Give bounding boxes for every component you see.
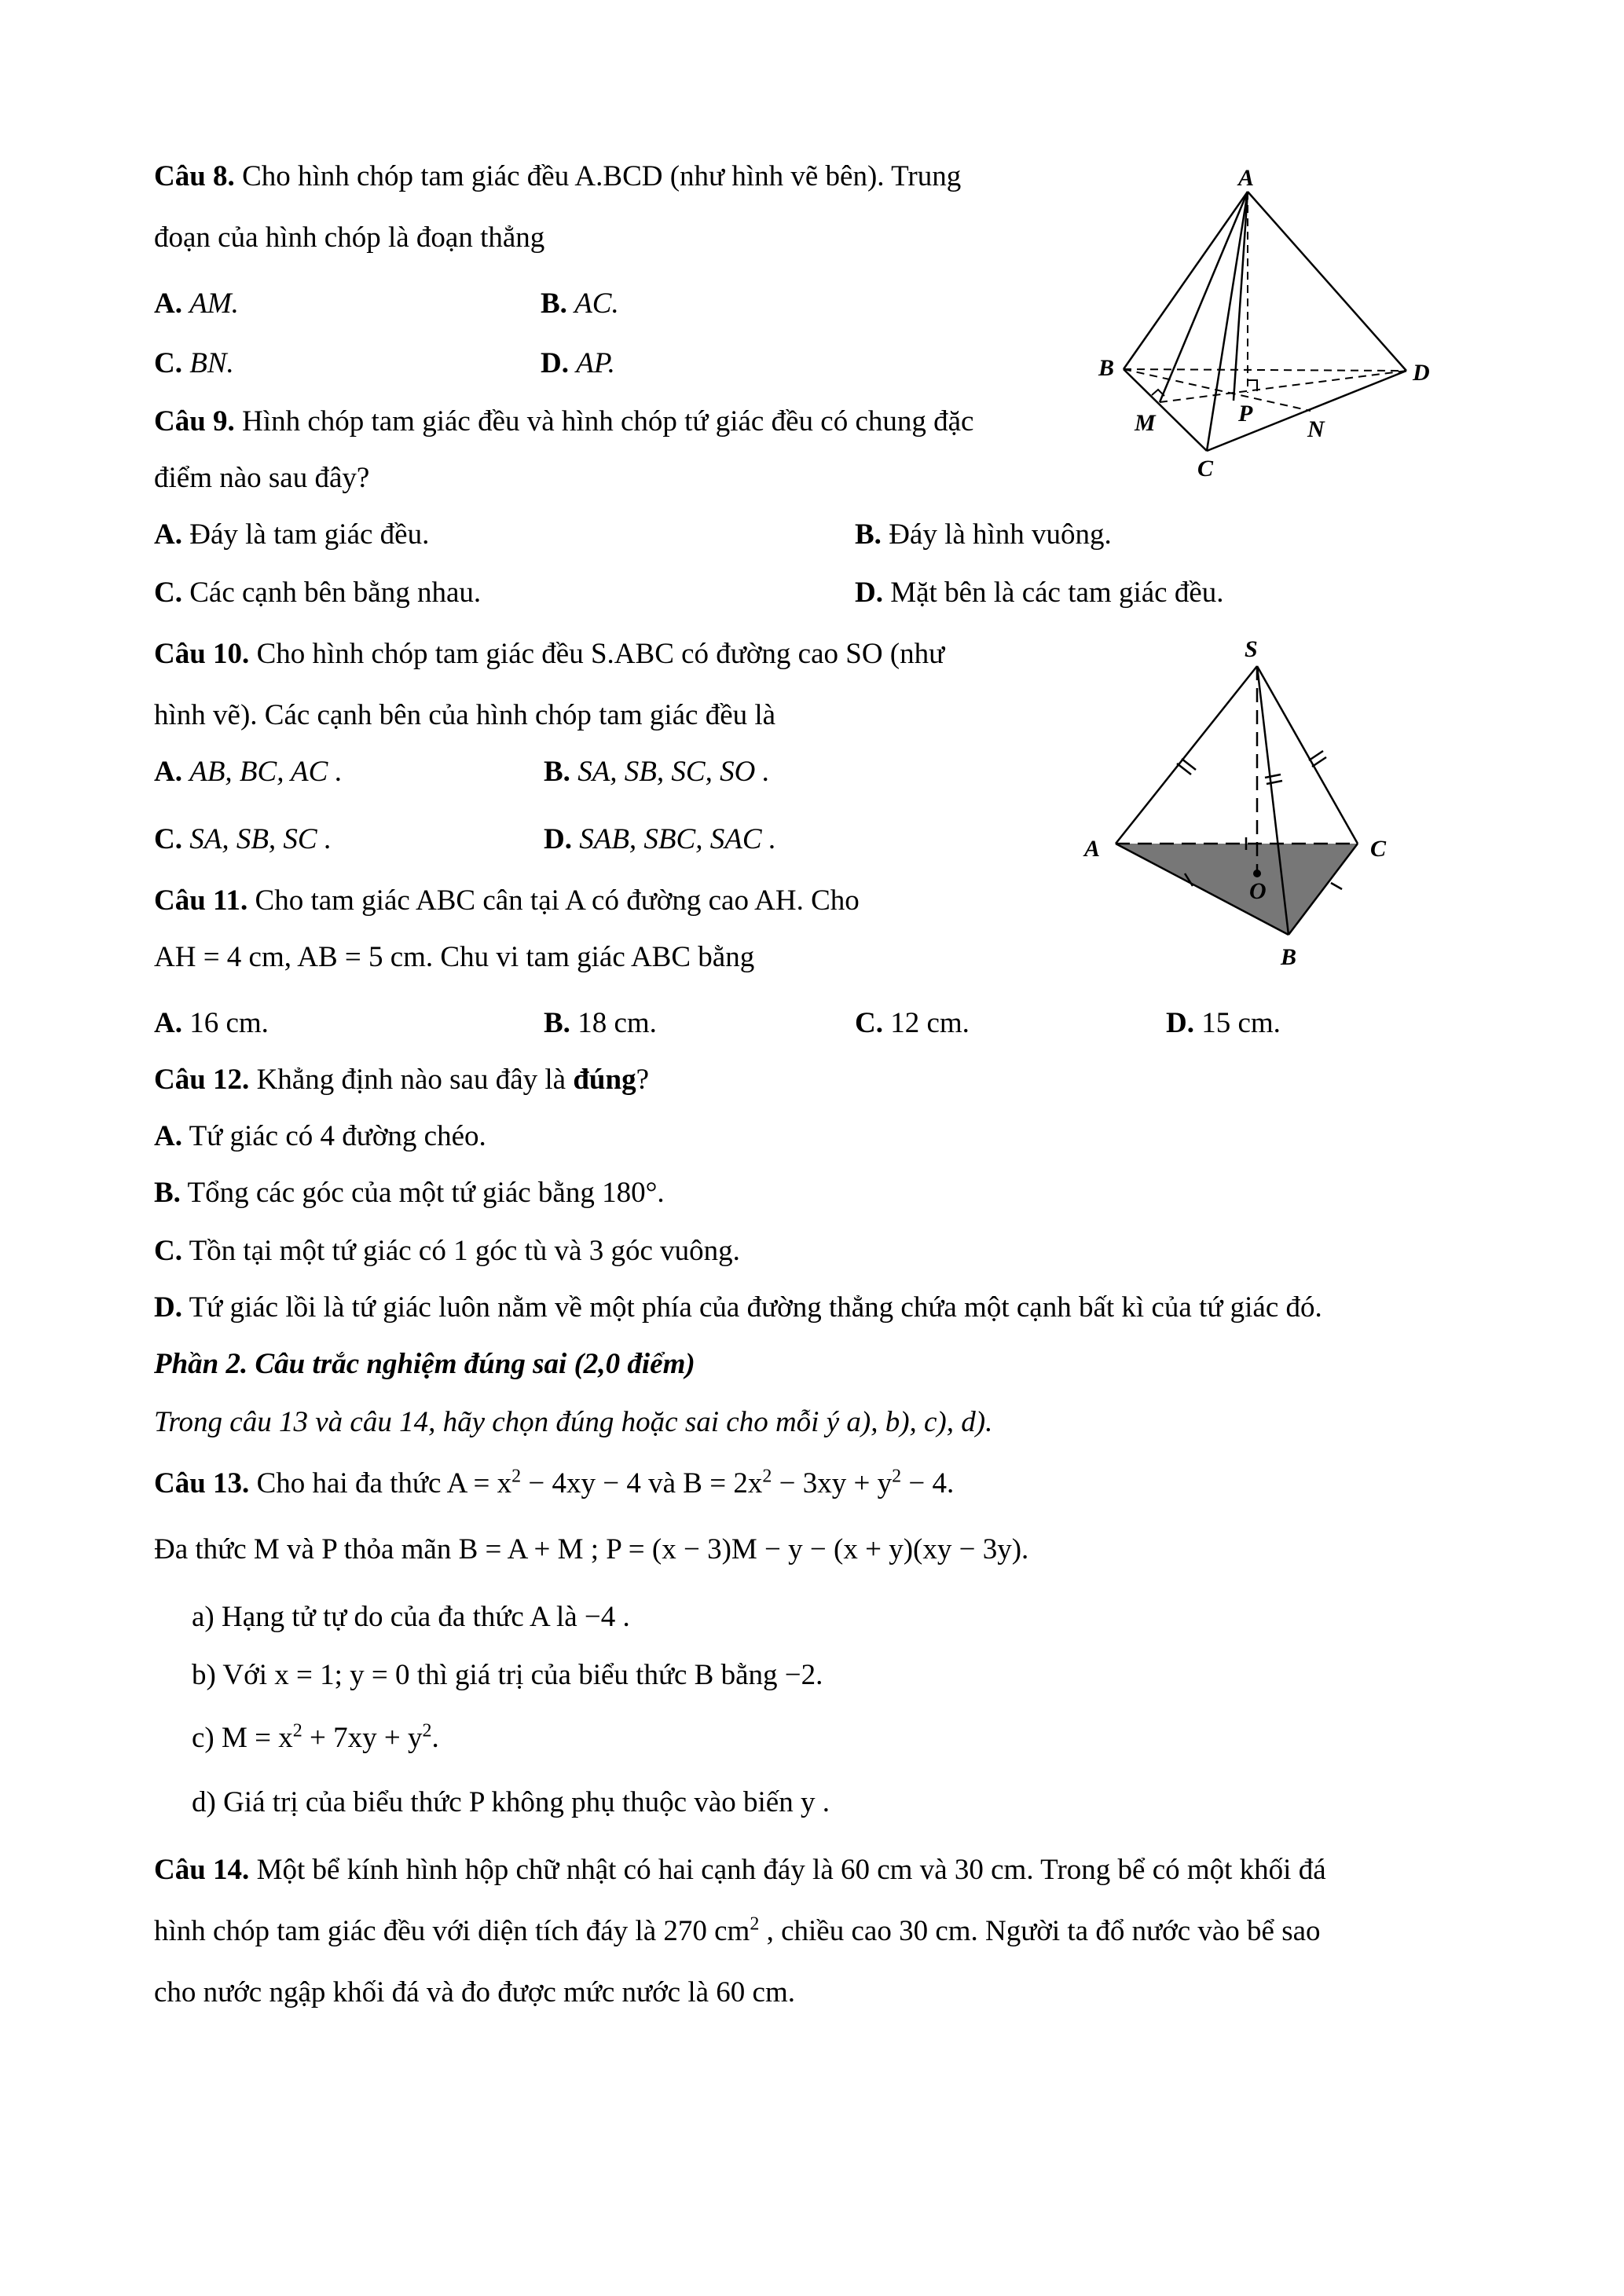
option-text: Tồn tại một tứ giác có 1 góc tù và 3 góc vuông. xyxy=(189,1235,740,1267)
q13-stem xyxy=(154,1466,954,1502)
edge-ad xyxy=(1248,192,1406,371)
q9-option-a xyxy=(154,517,429,553)
q14-line1 xyxy=(154,1852,1326,1888)
option-text: Đáy là tam giác đều. xyxy=(189,518,430,551)
q13-line2: Đa thức M và P thỏa mãn B = A + M ; P = (x − 3)M − y − (x + y)(xy − 3y). xyxy=(154,1533,1029,1565)
fig2-label: A xyxy=(1084,836,1101,862)
exponent: 2 xyxy=(422,1720,432,1741)
q12-option-a xyxy=(154,1119,486,1155)
q11-option-c xyxy=(855,1005,970,1042)
option-key: A. xyxy=(154,1120,182,1152)
option-key: B. xyxy=(544,1007,570,1039)
fig1-label: C xyxy=(1197,456,1214,482)
q8-line2: đoạn của hình chóp là đoạn thẳng xyxy=(154,222,545,254)
part2-instruction: Trong câu 13 và câu 14, hãy chọn đúng hoặc sai cho mỗi ý a), b), c), d). xyxy=(154,1406,993,1438)
point-o xyxy=(1253,870,1261,877)
q12-option-d xyxy=(154,1290,1322,1326)
fig1-label: D xyxy=(1413,360,1430,386)
q8-option-d xyxy=(541,346,615,382)
q13-stem-text: − 4. xyxy=(901,1467,955,1500)
option-key: A. xyxy=(154,287,182,320)
q9-option-c xyxy=(154,575,481,611)
q10-option-c xyxy=(154,822,332,858)
q12-stem-end: ? xyxy=(636,1064,650,1096)
q8-option-b xyxy=(541,286,619,322)
exponent: 2 xyxy=(511,1466,522,1487)
fig2-label: S xyxy=(1245,636,1258,662)
q10-option-a xyxy=(154,754,343,790)
option-key: B. xyxy=(855,518,882,551)
option-key: D. xyxy=(1166,1007,1194,1039)
q13-item-c-text: c) M = x xyxy=(192,1722,293,1754)
option-text: 12 cm. xyxy=(890,1007,970,1039)
option-key: D. xyxy=(541,347,569,379)
q12-label: Câu 12. xyxy=(154,1064,250,1096)
exponent: 2 xyxy=(292,1720,302,1741)
q8-stem: Cho hình chóp tam giác đều A.BCD (như hình vẽ bên). Trung xyxy=(242,160,962,192)
tick-mark xyxy=(1267,781,1282,784)
q9-line1 xyxy=(154,404,973,440)
q9-line2: điểm nào sau đây? xyxy=(154,462,370,494)
pyramid-abcd-figure xyxy=(1084,157,1446,487)
q10-label: Câu 10. xyxy=(154,638,250,670)
right-angle-mark xyxy=(1152,390,1164,396)
fig2-label: O xyxy=(1249,878,1267,904)
option-text: AP. xyxy=(576,347,615,379)
option-key: A. xyxy=(154,756,182,788)
exponent: 2 xyxy=(750,1913,760,1935)
option-text: AM. xyxy=(189,287,239,320)
q13-item-c-text: + 7xy + y xyxy=(302,1722,423,1754)
q10-stem: Cho hình chóp tam giác đều S.ABC có đường cao SO (như xyxy=(256,638,945,670)
median-bn-hidden xyxy=(1124,369,1311,411)
tick-mark xyxy=(1331,883,1342,889)
q13-item-b: b) Với x = 1; y = 0 thì giá trị của biểu thức B bằng −2. xyxy=(192,1659,823,1691)
q10-line2: hình vẽ). Các cạnh bên của hình chóp tam giác đều là xyxy=(154,699,776,731)
q13-stem-text: Cho hai đa thức A = x xyxy=(256,1467,512,1500)
q12-option-b xyxy=(154,1175,665,1211)
fig2-label: B xyxy=(1281,944,1297,970)
q11-option-d xyxy=(1166,1005,1281,1042)
part2-heading: Phần 2. Câu trắc nghiệm đúng sai (2,0 điểm) xyxy=(154,1348,695,1380)
q13-label: Câu 13. xyxy=(154,1467,250,1500)
exponent: 2 xyxy=(762,1466,772,1487)
option-key: D. xyxy=(855,577,883,609)
q8-option-c xyxy=(154,346,234,382)
q10-line1 xyxy=(154,636,944,672)
q14-line2-text: , chiều cao 30 cm. Người ta đổ nước vào bể sao xyxy=(759,1915,1321,1947)
fig1-label: B xyxy=(1098,355,1115,381)
option-text: SA, SB, SC, SO . xyxy=(577,756,770,788)
q13-item-c xyxy=(192,1720,439,1756)
option-key: C. xyxy=(154,823,182,855)
q14-label: Câu 14. xyxy=(154,1854,250,1886)
option-text: AC. xyxy=(574,287,619,320)
option-key: B. xyxy=(544,756,570,788)
base-face xyxy=(1116,844,1358,935)
option-text: AB, BC, AC . xyxy=(189,756,343,788)
q11-line1 xyxy=(154,883,860,919)
q11-option-a xyxy=(154,1005,269,1042)
edge-bd-hidden xyxy=(1124,369,1406,371)
option-text: 16 cm. xyxy=(189,1007,269,1039)
tick-mark xyxy=(1309,751,1323,760)
pyramid-sabc-figure xyxy=(1069,628,1414,974)
q14-line3: cho nước ngập khối đá và đo được mức nước là 60 cm. xyxy=(154,1976,796,2009)
option-text: BN. xyxy=(189,347,234,379)
q13-item-a: a) Hạng tử tự do của đa thức A là −4 . xyxy=(192,1601,630,1633)
option-text: Tứ giác có 4 đường chéo. xyxy=(189,1120,486,1152)
q12-stem-text: Khẳng định nào sau đây là xyxy=(256,1064,566,1096)
q12-stem-emphasis: đúng xyxy=(573,1064,636,1096)
q8-line1 xyxy=(154,159,961,195)
q12-option-c xyxy=(154,1233,740,1269)
tick-mark xyxy=(1312,757,1326,767)
exponent: 2 xyxy=(892,1466,902,1487)
q12-stem xyxy=(154,1062,649,1098)
q11-line2: AH = 4 cm, AB = 5 cm. Chu vi tam giác ABC bằng xyxy=(154,941,755,973)
option-text: Các cạnh bên bằng nhau. xyxy=(189,577,482,609)
q11-stem: Cho tam giác ABC cân tại A có đường cao AH. Cho xyxy=(255,884,860,917)
option-key: D. xyxy=(544,823,572,855)
option-text: 15 cm. xyxy=(1201,1007,1281,1039)
q9-label: Câu 9. xyxy=(154,405,235,438)
q14-stem: Một bể kính hình hộp chữ nhật có hai cạnh đáy là 60 cm và 30 cm. Trong bể có một khối đá xyxy=(256,1854,1326,1886)
option-text: Mặt bên là các tam giác đều. xyxy=(890,577,1224,609)
q11-option-b xyxy=(544,1005,657,1042)
option-text: Tổng các góc của một tứ giác bằng 180°. xyxy=(187,1177,665,1209)
q9-stem: Hình chóp tam giác đều và hình chóp tứ giác đều có chung đặc xyxy=(242,405,974,438)
option-key: C. xyxy=(154,347,182,379)
tick-mark xyxy=(1265,774,1281,778)
option-text: Tứ giác lồi là tứ giác luôn nằm về một phía của đường thẳng chứa một cạnh bất kì của tứ giác đó. xyxy=(189,1291,1322,1324)
fig2-label: C xyxy=(1370,836,1387,862)
q10-option-b xyxy=(544,754,770,790)
fig1-label: N xyxy=(1307,416,1325,442)
q11-label: Câu 11. xyxy=(154,884,248,917)
option-key: A. xyxy=(154,1007,182,1039)
q14-line2 xyxy=(154,1913,1321,1950)
fig1-label: A xyxy=(1238,165,1255,191)
option-key: A. xyxy=(154,518,182,551)
option-text: SA, SB, SC . xyxy=(189,823,332,855)
q13-stem-text: − 4xy − 4 và B = 2x xyxy=(521,1467,763,1500)
q10-option-d xyxy=(544,822,776,858)
option-text: 18 cm. xyxy=(577,1007,657,1039)
edge-sc xyxy=(1257,666,1358,844)
option-text: Đáy là hình vuông. xyxy=(889,518,1112,551)
edge-sa xyxy=(1116,666,1257,844)
q9-option-b xyxy=(855,517,1112,553)
option-key: B. xyxy=(541,287,567,320)
q13-item-c-text: . xyxy=(431,1722,439,1754)
option-key: D. xyxy=(154,1291,182,1324)
q9-option-d xyxy=(855,575,1224,611)
q14-line2-text: hình chóp tam giác đều với diện tích đáy là 270 cm xyxy=(154,1915,750,1947)
option-key: C. xyxy=(855,1007,883,1039)
option-key: C. xyxy=(154,577,182,609)
q13-stem-text: − 3xy + y xyxy=(772,1467,893,1500)
option-text: SAB, SBC, SAC . xyxy=(579,823,776,855)
q8-label: Câu 8. xyxy=(154,160,235,192)
q8-option-a xyxy=(154,286,239,322)
fig1-label: P xyxy=(1238,401,1253,427)
q13-item-d: d) Giá trị của biểu thức P không phụ thuộc vào biến y . xyxy=(192,1786,830,1818)
option-key: C. xyxy=(154,1235,182,1267)
option-key: B. xyxy=(154,1177,181,1209)
fig1-label: M xyxy=(1135,410,1156,436)
